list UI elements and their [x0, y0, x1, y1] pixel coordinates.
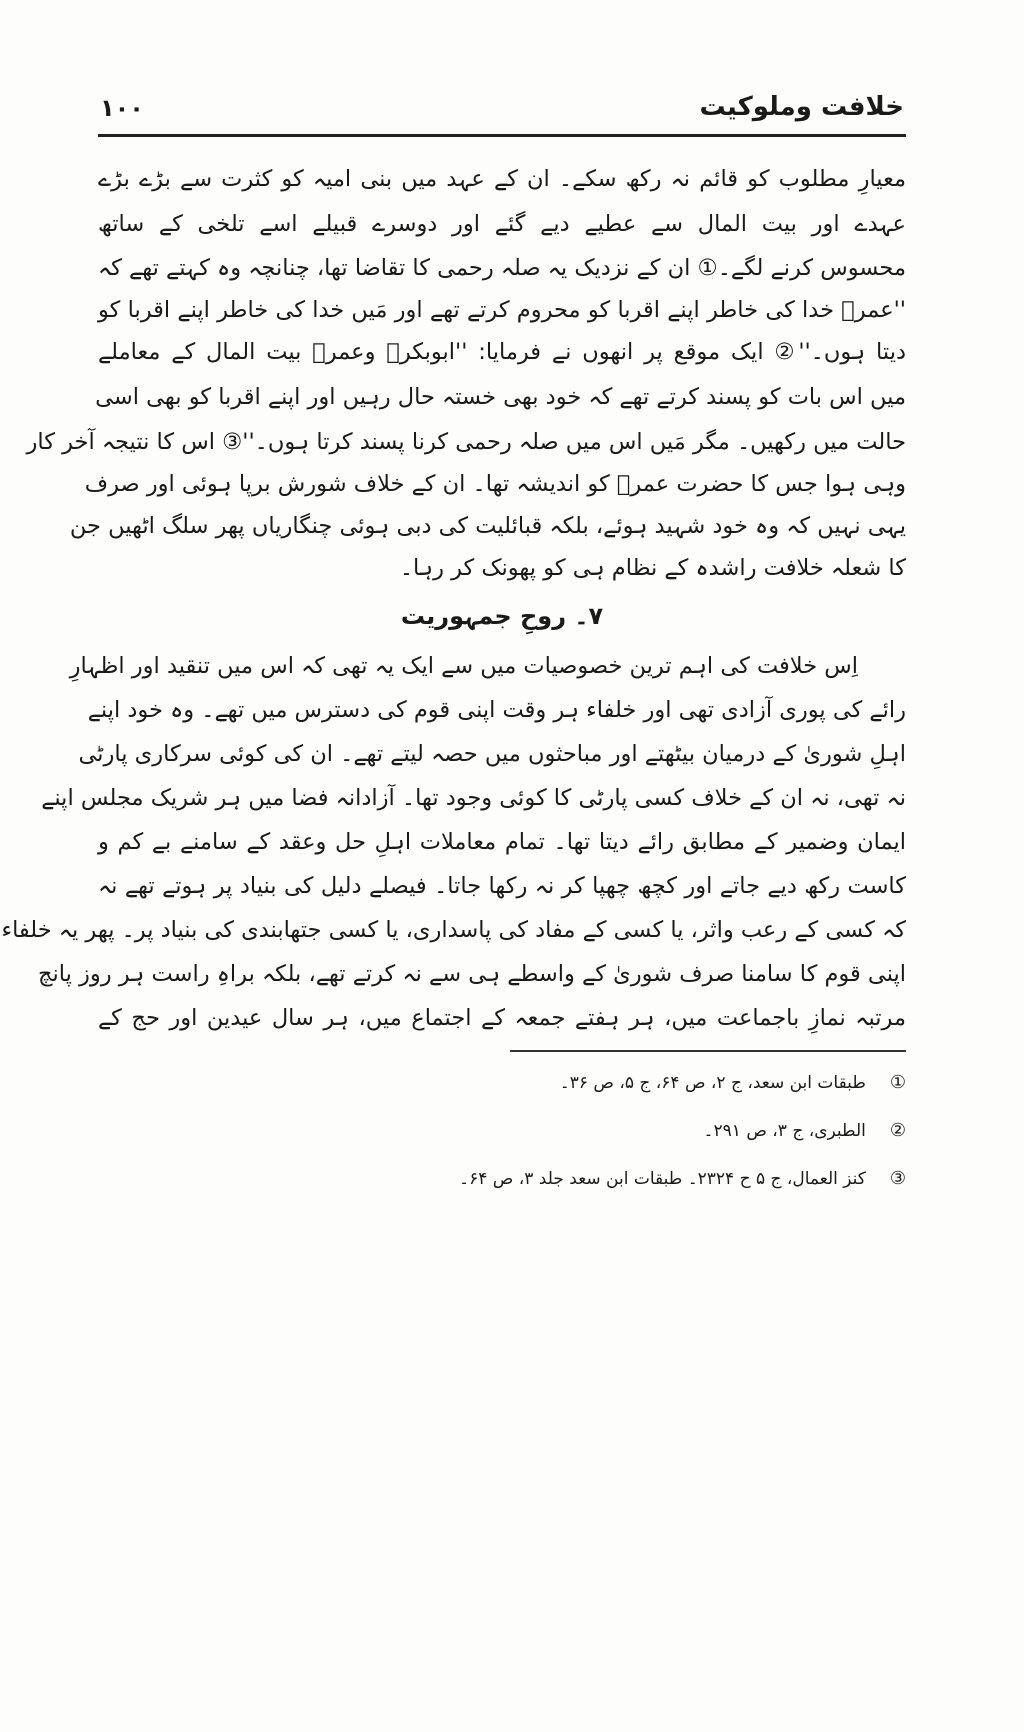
text-line: محسوس کرنے لگے۔① ان کے نزدیک یہ صلہ رحمی کا تقاضا تھا، چنانچہ وہ کہتے تھے کہ: [98, 255, 906, 281]
footnote-3: [459, 1168, 906, 1189]
footnote-2: [704, 1120, 906, 1141]
text-line: اہلِ شوریٰ کے درمیان بیٹھتے اور مباحثوں میں حصہ لیتے تھے۔ ان کی کوئی سرکاری پارٹی: [78, 741, 906, 767]
text-line: کاست رکھ دیے جاتے اور کچھ چھپا کر نہ رکھا جاتا۔ فیصلے دلیل کی بنیاد پر ہوتے تھے نہ: [98, 873, 906, 899]
text-line: حالت میں رکھیں۔ مگر مَیں اس میں صلہ رحمی کرنا پسند کرتا ہوں۔''③ اس کا نتیجہ آخر کار: [26, 429, 906, 455]
text-line: میں اس بات کو پسند کرتے تھے کہ خود بھی خستہ حال رہیں اور اپنے اقربا کو بھی اسی: [95, 384, 906, 410]
footnote-rule: [510, 1050, 906, 1052]
text-line: معیارِ مطلوب کو قائم نہ رکھ سکے۔ ان کے عہد میں بنی امیہ کو کثرت سے بڑے بڑے: [98, 166, 906, 192]
footnote-marker: ①: [889, 1072, 906, 1093]
footnote-text: کنز العمال، ج ۵ ح ۲۳۲۴۔ طبقات ابن سعد جلد ۳، ص ۶۴۔: [459, 1169, 866, 1189]
page-number: ۱۰۰: [100, 94, 144, 122]
section-heading: ۷۔ روحِ جمہوریت: [400, 602, 604, 630]
text-line: عہدے اور بیت المال سے عطیے دیے گئے اور دوسرے قبیلے اسے تلخی کے ساتھ: [98, 211, 906, 237]
text-line: یہی نہیں کہ وہ خود شہید ہوئے، بلکہ قبائلیت کی دبی ہوئی چنگاریاں پھر سلگ اٹھیں جن: [69, 513, 906, 539]
text-line: کا شعلہ خلافت راشدہ کے نظام ہی کو پھونک کر رہا۔: [399, 555, 906, 581]
text-line: ایمان وضمیر کے مطابق رائے دیتا تھا۔ تمام معاملات اہلِ حل وعقد کے سامنے بے کم و: [98, 829, 906, 855]
footnote-marker: ②: [889, 1120, 906, 1141]
footnote-text: طبقات ابن سعد، ج ۲، ص ۶۴، ج ۵، ص ۳۶۔: [559, 1073, 866, 1093]
text-line: کہ کسی کے رعب واثر، یا کسی کے مفاد کی پاسداری، یا کسی جتھابندی کی بنیاد پر۔ پھر یہ خلفاء: [1, 917, 906, 943]
text-line: ''عمرؓ خدا کی خاطر اپنے اقربا کو محروم کرتے تھے اور مَیں خدا کی خاطر اپنے اقربا کو: [98, 297, 906, 323]
footnote-text: الطبری، ج ۳، ص ۲۹۱۔: [703, 1121, 866, 1141]
footnote-1: [560, 1072, 906, 1093]
text-line: اپنی قوم کا سامنا صرف شوریٰ کے واسطے ہی سے نہ کرتے تھے، بلکہ براہِ راست ہر روز پانچ: [37, 961, 906, 987]
footnote-marker: ③: [889, 1168, 906, 1189]
text-line: اِس خلافت کی اہم ترین خصوصیات میں سے ایک یہ تھی کہ اس میں تنقید اور اظہارِ: [69, 653, 858, 679]
text-line: نہ تھی، نہ ان کے خلاف کسی پارٹی کا کوئی وجود تھا۔ آزادانہ فضا میں ہر شریک مجلس اپنے: [41, 785, 906, 811]
running-header-title: خلافت وملوکیت: [699, 92, 904, 122]
text-line: مرتبہ نمازِ باجماعت میں، ہر ہفتے جمعہ کے اجتماع میں، ہر سال عیدین اور حج کے: [98, 1005, 906, 1031]
header-rule: [98, 134, 906, 137]
text-line: رائے کی پوری آزادی تھی اور خلفاء ہر وقت اپنی قوم کی دسترس میں تھے۔ وہ خود اپنے: [87, 697, 906, 723]
text-line: دیتا ہوں۔''② ایک موقع پر انھوں نے فرمایا: ''ابوبکرؓ وعمرؓ بیت المال کے معاملے: [98, 339, 906, 365]
text-line: وہی ہوا جس کا حضرت عمرؓ کو اندیشہ تھا۔ ان کے خلاف شورش برپا ہوئی اور صرف: [84, 471, 906, 497]
